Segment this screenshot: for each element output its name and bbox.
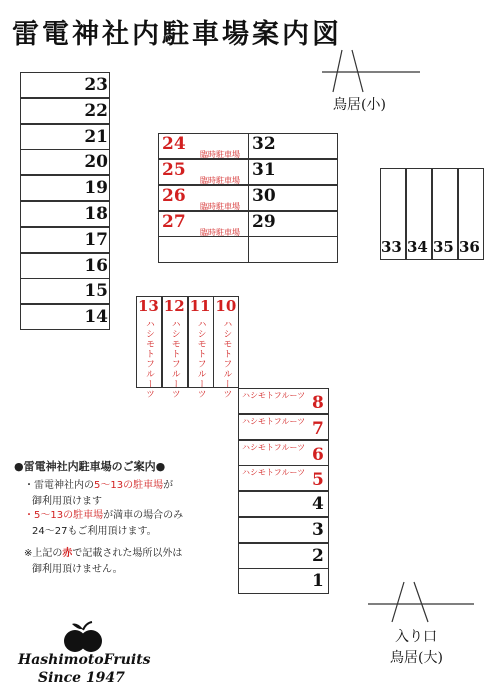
hashimoto-label: ハシモトフルーツ [242,416,306,426]
hashimoto-label: ハシモトフルーツ [169,319,180,399]
space-number: 36 [459,238,480,256]
space-number: 7 [312,418,324,439]
space-number: 14 [84,307,108,328]
hashimoto-label: ハシモトフルーツ [242,468,306,478]
space-number: 20 [84,152,108,173]
hashimoto-label: ハシモトフルーツ [221,319,232,399]
space-number: 11 [189,297,211,315]
space-number: 29 [252,212,276,232]
info-line1: ・雷電神社内の5～13の駐車場が 御利用頂けます [24,480,174,507]
info-line2: ・5～13の駐車場が満車の場合のみ 24～27もご利用頂けます。 [24,510,184,537]
hashimoto-label: ハシモトフルーツ [144,319,154,399]
logo-name: HashimotoFruits [18,652,151,668]
info-line3: ※上記の赤で記載された場所以外は 御利用頂けません。 [24,548,183,575]
space-number: 2 [312,545,324,566]
page-title: 雷電神社内駐車場案内図 [12,19,342,50]
hashimoto-label: ハシモトフルーツ [242,391,306,400]
logo-since: Since 1947 [38,670,125,686]
space-number: 30 [252,186,276,206]
space-number: 18 [84,204,108,224]
space-number: 1 [312,571,324,592]
space-number: 15 [84,281,108,302]
space-number: 24 [162,134,186,154]
temporary-parking-label: 臨時駐車場 [200,228,240,237]
space-number: 3 [312,519,324,540]
torii-large-label: 鳥居(大) [390,650,443,666]
space-number: 26 [162,186,186,206]
space-number: 23 [84,75,108,95]
space-number: 32 [252,134,276,154]
torii-small-label: 鳥居(小) [333,97,386,113]
space-number: 33 [381,238,402,256]
temporary-parking-label: 臨時駐車場 [200,150,240,159]
space-number: 27 [162,212,186,232]
hashimoto-label: ハシモトフルーツ [242,442,306,452]
space-number: 16 [84,255,108,276]
space-number: 35 [433,238,454,256]
hashimoto-label: ハシモトフルーツ [195,319,206,399]
space-number: 17 [84,229,108,250]
temporary-parking-label: 臨時駐車場 [200,176,240,185]
space-number: 34 [407,238,428,256]
space-number: 6 [312,444,324,465]
entrance-label: 入り口 [395,629,437,645]
space-number: 4 [312,494,324,514]
info-heading: ●雷電神社内駐車場のご案内● [14,460,166,473]
space-number: 21 [84,126,108,147]
space-number: 31 [252,160,276,180]
space-number: 13 [138,297,159,315]
space-number: 5 [312,470,324,491]
space-number: 12 [163,297,185,315]
space-number: 22 [84,100,108,121]
space-number: 8 [312,393,324,413]
temporary-parking-label: 臨時駐車場 [200,202,240,211]
space-number: 19 [84,178,108,199]
space-number: 25 [162,160,186,180]
space-number: 10 [215,297,237,315]
